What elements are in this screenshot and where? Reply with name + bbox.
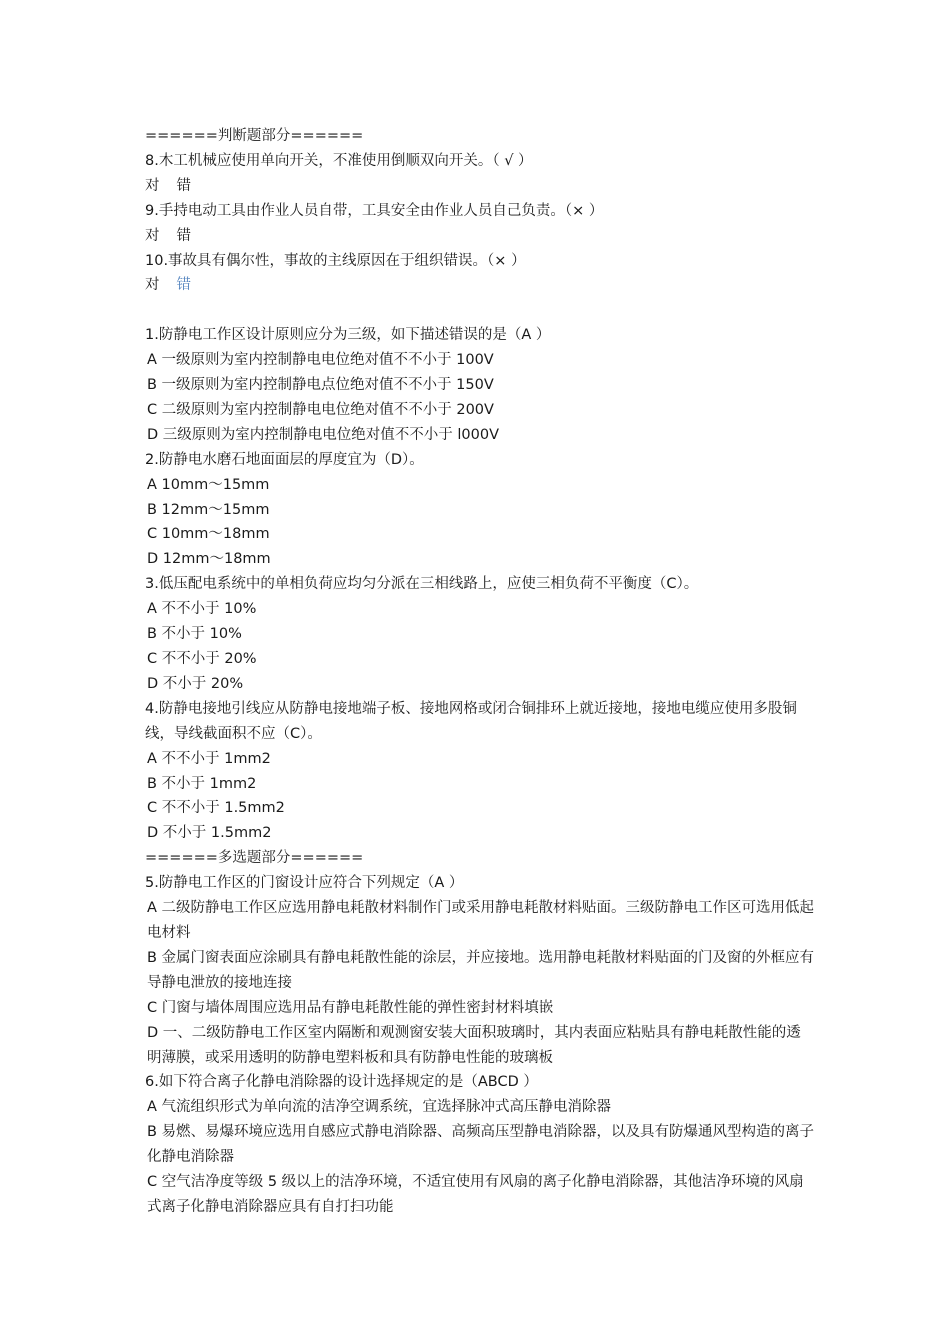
option-d: D 不小于 20%	[147, 675, 244, 692]
option-b: B 不小于 10%	[147, 626, 242, 643]
option-b: B 一级原则为室内控制静电点位绝对值不不小于 150V	[147, 377, 494, 394]
document-body	[145, 124, 815, 1220]
option-c: C 门窗与墙体周围应选用品有静电耗散性能的弹性密封材料填嵌	[147, 999, 554, 1016]
option-c: C 空气洁净度等级 5 级以上的洁净环境，不适宜使用有风扇的离子化静电消除器，其他洁净环境的风扇式离子化静电消除器应具有自打扫功能	[147, 1174, 804, 1215]
option-c: C 二级原则为室内控制静电电位绝对值不不小于 200V	[147, 401, 494, 418]
single-question-4: 4.防静电接地引线应从防静电接地端子板、接地网格或闭合铜排环上就近接地，接地电缆应使用多股铜线，导线截面积不应（C）。	[145, 700, 797, 742]
option-b: B 不小于 1mm2	[147, 775, 257, 792]
option-true[interactable]: 对	[145, 227, 160, 244]
judge-question-10: 10.事故具有偶尔性，事故的主线原因在于组织错误。（× ）	[145, 252, 526, 269]
option-d: D 12mm～18mm	[147, 551, 271, 568]
single-question-2: 2.防静电水磨石地面面层的厚度宜为（D）。	[145, 451, 424, 468]
option-a: A 不不小于 1mm2	[147, 750, 271, 767]
judge-question-9: 9.手持电动工具由作业人员自带，工具安全由作业人员自己负责。（× ）	[145, 202, 604, 219]
option-d: D 不小于 1.5mm2	[147, 825, 272, 842]
option-c: C 不不小于 1.5mm2	[147, 800, 285, 817]
option-b: B 易燃、易爆环境应选用自感应式静电消除器、高频高压型静电消除器，以及具有防爆通风型构造的离子化静电消除器	[147, 1124, 815, 1166]
judge-answer-options-8	[145, 174, 815, 199]
judge-question-8: 8.木工机械应使用单向开关，不准使用倒顺双向开关。（ √ ）	[145, 152, 533, 169]
option-a: A 一级原则为室内控制静电电位绝对值不不小于 100V	[147, 352, 494, 369]
multi-section-header: ======多选题部分======	[145, 850, 364, 867]
spacer	[145, 298, 815, 323]
option-d: D 三级原则为室内控制静电电位绝对值不不小于 l000V	[147, 426, 500, 443]
multi-question-6: 6.如下符合离子化静电消除器的设计选择规定的是（ABCD ）	[145, 1074, 538, 1091]
option-true[interactable]: 对	[145, 177, 160, 194]
single-question-1: 1.防静电工作区设计原则应分为三级，如下描述错误的是（A ）	[145, 327, 551, 344]
single-question-3: 3.低压配电系统中的单相负荷应均匀分派在三相线路上，应使三相负荷不平衡度（C）。	[145, 576, 699, 593]
option-a: A 气流组织形式为单向流的洁净空调系统，宜选择脉冲式高压静电消除器	[147, 1099, 612, 1116]
option-false[interactable]: 错	[176, 227, 191, 244]
option-false-selected[interactable]: 错	[176, 277, 191, 294]
option-c: C 10mm～18mm	[147, 526, 270, 543]
option-c: C 不不小于 20%	[147, 651, 257, 668]
option-b: B 12mm～15mm	[147, 501, 270, 518]
option-true[interactable]: 对	[145, 277, 160, 294]
option-a: A 二级防静电工作区应选用静电耗散材料制作门或采用静电耗散材料贴面。三级防静电工作区可选用低起电材料	[147, 900, 815, 941]
judge-section-header: ======判断题部分======	[145, 128, 364, 144]
multi-question-5: 5.防静电工作区的门窗设计应符合下列规定（A ）	[145, 875, 464, 892]
option-a: A 10mm～15mm	[147, 476, 270, 493]
option-a: A 不不小于 10%	[147, 601, 257, 618]
judge-answer-options-9	[145, 224, 815, 249]
option-false[interactable]: 错	[176, 177, 191, 194]
option-d: D 一、二级防静电工作区室内隔断和观测窗安装大面积玻璃时，其内表面应粘贴具有静电耗散性能的透明薄膜，或采用透明的防静电塑料板和具有防静电性能的玻璃板	[147, 1024, 801, 1066]
option-b: B 金属门窗表面应涂刷具有静电耗散性能的涂层，并应接地。选用静电耗散材料贴面的门及窗的外框应有导静电泄放的接地连接	[147, 949, 815, 991]
judge-answer-options-10	[145, 273, 815, 298]
